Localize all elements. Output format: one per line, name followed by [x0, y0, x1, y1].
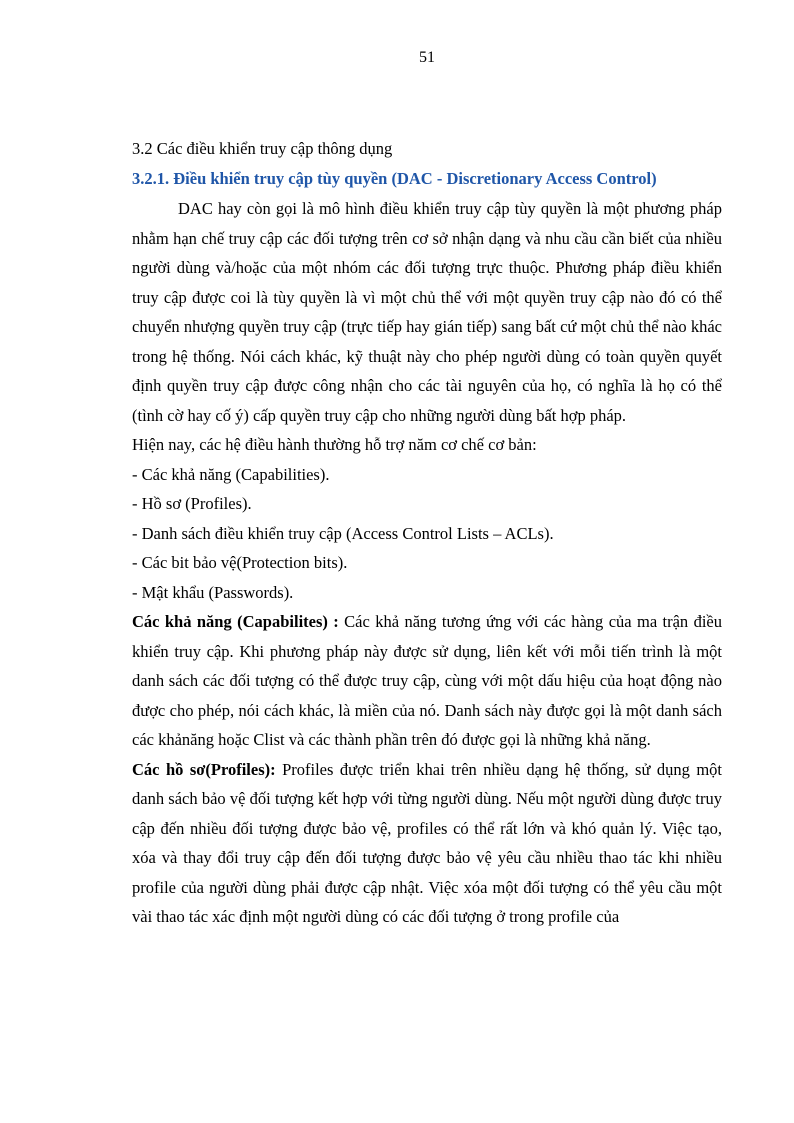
list-item-acls: - Danh sách điều khiển truy cập (Access Control Lists – ACLs). — [132, 523, 554, 543]
list-intro: Hiện nay, các hệ điều hành thường hỗ trợ năm cơ chế cơ bản: — [132, 435, 537, 454]
list-item-passwords: - Mật khẩu (Passwords). — [132, 582, 294, 602]
paragraph-capabilities-label: Các khả năng (Capabilites) : — [132, 612, 339, 631]
paragraph-profiles — [132, 755, 722, 932]
paragraph-capabilities-text: Các khả năng tương ứng với các hàng của ma trận điều khiển truy cập. Khi phương pháp này được sử dụng, liên kết với mỗi tiến trình là một danh sách các đối tượng có thể được truy cập, cùng với một dấu hiệu của hoạt động nào được cho phép, nói cách khác, là miền của nó. Danh sách này được gọi là một danh sách các khảnăng hoặc Clist và các thành phần trên đó được gọi là những khả năng. — [132, 612, 722, 749]
paragraph-dac-definition: DAC hay còn gọi là mô hình điều khiển truy cập tùy quyền là một phương pháp nhằm hạn chế truy cập các đối tượng trên cơ sở nhận dạng và nhu cầu cần biết của nhiều người dùng và/hoặc của một nhóm các đối tượng trực thuộc. Phương pháp điều khiển truy cập được coi là tùy quyền là vì một chủ thể với một quyền truy cập nào đó có thể chuyển nhượng quyền truy cập (trực tiếp hay gián tiếp) sang bất cứ một chủ thể nào khác trong hệ thống. Nói cách khác, kỹ thuật này cho phép người dùng có toàn quyền quyết định quyền truy cập được công nhận cho các tài nguyên của họ, có nghĩa là họ có thể (tình cờ hay cố ý) cấp quyền truy cập cho những người dùng bất hợp pháp. — [132, 199, 722, 425]
page-number: 51 — [419, 49, 435, 66]
section-heading: 3.2 Các điều khiển truy cập thông dụng — [132, 139, 393, 158]
list-item-protection-bits: - Các bit bảo vệ(Protection bits). — [132, 553, 348, 572]
list-item-capabilities: - Các khả năng (Capabilities). — [132, 464, 330, 484]
paragraph-profiles-text: Profiles được triển khai trên nhiều dạng hệ thống, sử dụng một danh sách bảo vệ đối tượng kết hợp với từng người dùng. Nếu một người dùng được truy cập đến nhiều đối tượng được bảo vệ, profiles có thể rất lớn và khó quản lý. Việc tạo, xóa và thay đổi truy cập đến đối tượng được bảo vệ yêu cầu nhiều thao tác khi nhiều profile của người dùng phải được cập nhật. Việc xóa một đối tượng có thể yêu cầu một vài thao tác xác định một người dùng có các đối tượng ở trong profile của — [132, 759, 722, 926]
paragraph-capabilities — [132, 607, 722, 755]
list-item-profiles: - Hồ sơ (Profiles). — [132, 494, 252, 513]
subsection-heading: 3.2.1. Điều khiển truy cập tùy quyền (DAC - Discretionary Access Control) — [132, 169, 657, 188]
paragraph-profiles-label: Các hồ sơ(Profiles): — [132, 759, 276, 779]
